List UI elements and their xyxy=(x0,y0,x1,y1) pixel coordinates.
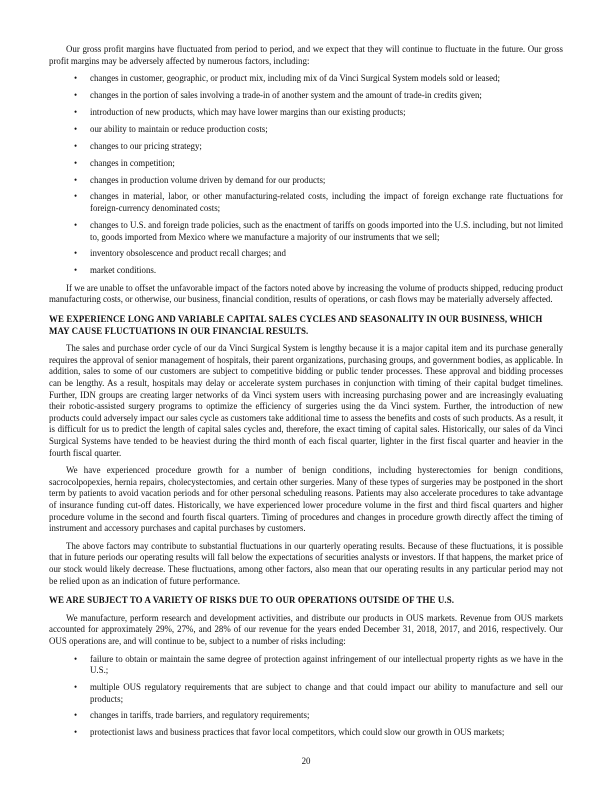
bullet-glyph: • xyxy=(74,140,78,151)
list-item: • inventory obsolescence and product recall charges; and xyxy=(74,248,286,259)
list-item: • changes in the portion of sales involving a trade-in of another system and the amount of trade-in credits given; xyxy=(74,90,482,101)
list-item: • changes in material, labor, or other manufacturing-related costs, including the impact of foreign exchange rate fluctuations for foreign-currency denominated costs; xyxy=(74,191,563,214)
bullet-glyph: • xyxy=(74,265,78,276)
bullet-glyph: • xyxy=(74,727,78,738)
page-number: 20 xyxy=(301,756,311,766)
paragraph-procedure-growth: We have experienced procedure growth for a number of benign conditions, including hysterectomies for benign conditions, sacrocolpopexies, hernia repairs, cholecystectomies, and certain other surgeries. Many of these types of surgeries may be postponed in the short term by patients to avoid vacation periods and for other personal scheduling reasons. Patients may also accelerate procedures to take advantage of insurance funding cut-off dates. Historically, we have experienced lower procedure volume in the first and third fiscal quarters and higher procedure volume in the second and fourth fiscal quarters. Timing of procedures and changes in procedure growth directly affect the timing of instrument and accessory purchases and capital purchases by customers. xyxy=(49,465,563,534)
list-item: • changes in competition; xyxy=(74,157,175,168)
paragraph-sales-cycle: The sales and purchase order cycle of our da Vinci Surgical System is lengthy because it is a major capital item and its purchase generally requires the approval of senior management of hospitals, their parent organizations, purchasing groups, and government bodies, as applicable. In addition, sales to some of our customers are subject to competitive bidding or public tender processes. These approval and bidding processes can be lengthy. As a result, hospitals may delay or accelerate system purchases in conjunction with timing of their capital budget timelines. Further, IDN groups are creating larger networks of da Vinci system users with increasing purchasing power and are increasingly evaluating their robotic-assisted surgery programs to optimize the efficiency of surgeries using the da Vinci system. Further, the introduction of new products could adversely impact our sales cycle as customers take additional time to assess the benefits and costs of such products. As a result, it is difficult for us to predict the length of capital sales cycles and, therefore, the exact timing of capital sales. Historically, our sales of da Vinci Surgical Systems have tended to be heaviest during the third month of each fiscal quarter, lighter in the first fiscal quarter and heavier in the fourth fiscal quarter. xyxy=(49,343,563,458)
list-item: • our ability to maintain or reduce production costs; xyxy=(74,123,268,134)
bullet-glyph: • xyxy=(74,248,78,259)
section-heading-sales-cycles: WE EXPERIENCE LONG AND VARIABLE CAPITAL SALES CYCLES AND SEASONALITY IN OUR BUSINESS, WHICH MAY CAUSE FLUCTUATIONS IN OUR FINANCIAL RESULTS. xyxy=(49,314,543,336)
paragraph-gross-margins: Our gross profit margins have fluctuated from period to period, and we expect that they will continue to fluctuate in the future. Our gross profit margins may be adversely affected by numerous factors, including: xyxy=(49,44,563,66)
bullet-glyph: • xyxy=(74,219,78,230)
bullet-glyph: • xyxy=(74,710,78,721)
list-item: • protectionist laws and business practices that favor local competitors, which could slow our growth in OUS markets; xyxy=(74,727,505,738)
list-item: • changes to U.S. and foreign trade policies, such as the enactment of tariffs on goods imported into the U.S. including, but not limited to, goods imported from Mexico where we manufacture a majority of our instruments that we sell; xyxy=(74,219,563,242)
list-item: • changes in customer, geographic, or product mix, including mix of da Vinci Surgical System models sold or leased; xyxy=(74,73,500,84)
bullet-glyph: • xyxy=(74,157,78,168)
bullet-glyph: • xyxy=(74,191,78,202)
list-item: • changes to our pricing strategy; xyxy=(74,140,202,151)
list-item: • changes in production volume driven by demand for our products; xyxy=(74,174,326,185)
list-item: • changes in tariffs, trade barriers, and regulatory requirements; xyxy=(74,710,310,721)
bullet-glyph: • xyxy=(74,174,78,185)
bullet-glyph: • xyxy=(74,653,78,664)
list-item: • failure to obtain or maintain the same degree of protection against infringement of our intellectual property rights as we have in the U.S.; xyxy=(74,653,563,676)
list-item: • introduction of new products, which may have lower margins than our existing products; xyxy=(74,106,406,117)
bullet-glyph: • xyxy=(74,73,78,84)
paragraph-offset-impact: If we are unable to offset the unfavorable impact of the factors noted above by increasing the volume of products shipped, reducing product manufacturing costs, or otherwise, our business, financial condition, results of operations, or cash flows may be materially adversely affected. xyxy=(49,282,563,305)
bullet-list-ous-risks xyxy=(49,654,563,739)
paragraph-ous-operations: We manufacture, perform research and development activities, and distribute our products in OUS markets. Revenue from OUS markets accounted for approximately 29%, 27%, and 28% of our revenue for the years ended December 31, 2018, 2017, and 2016, respectively. Our OUS operations are, and will continue to be, subject to a number of risks including: xyxy=(49,612,563,646)
bullet-glyph: • xyxy=(74,106,78,117)
bullet-glyph: • xyxy=(74,681,78,692)
bullet-glyph: • xyxy=(74,90,78,101)
bullet-glyph: • xyxy=(74,123,78,134)
bullet-list-margin-factors xyxy=(49,73,563,277)
paragraph-quarterly-fluctuations: The above factors may contribute to substantial fluctuations in our quarterly operating results. Because of these fluctuations, it is possible that in future periods our operating results will fall below the expectations of securities analysts or investors. If that happens, the market price of our stock would likely decrease. These fluctuations, among other factors, also mean that our operating results in any particular period may not be relied upon as an indication of future performance. xyxy=(49,540,563,586)
section-heading-ous-risks: WE ARE SUBJECT TO A VARIETY OF RISKS DUE TO OUR OPERATIONS OUTSIDE OF THE U.S. xyxy=(49,595,455,606)
page-content xyxy=(49,44,563,745)
list-item: • market conditions. xyxy=(74,265,157,276)
list-item: • multiple OUS regulatory requirements that are subject to change and that could impact our ability to manufacture and sell our products; xyxy=(74,681,563,704)
